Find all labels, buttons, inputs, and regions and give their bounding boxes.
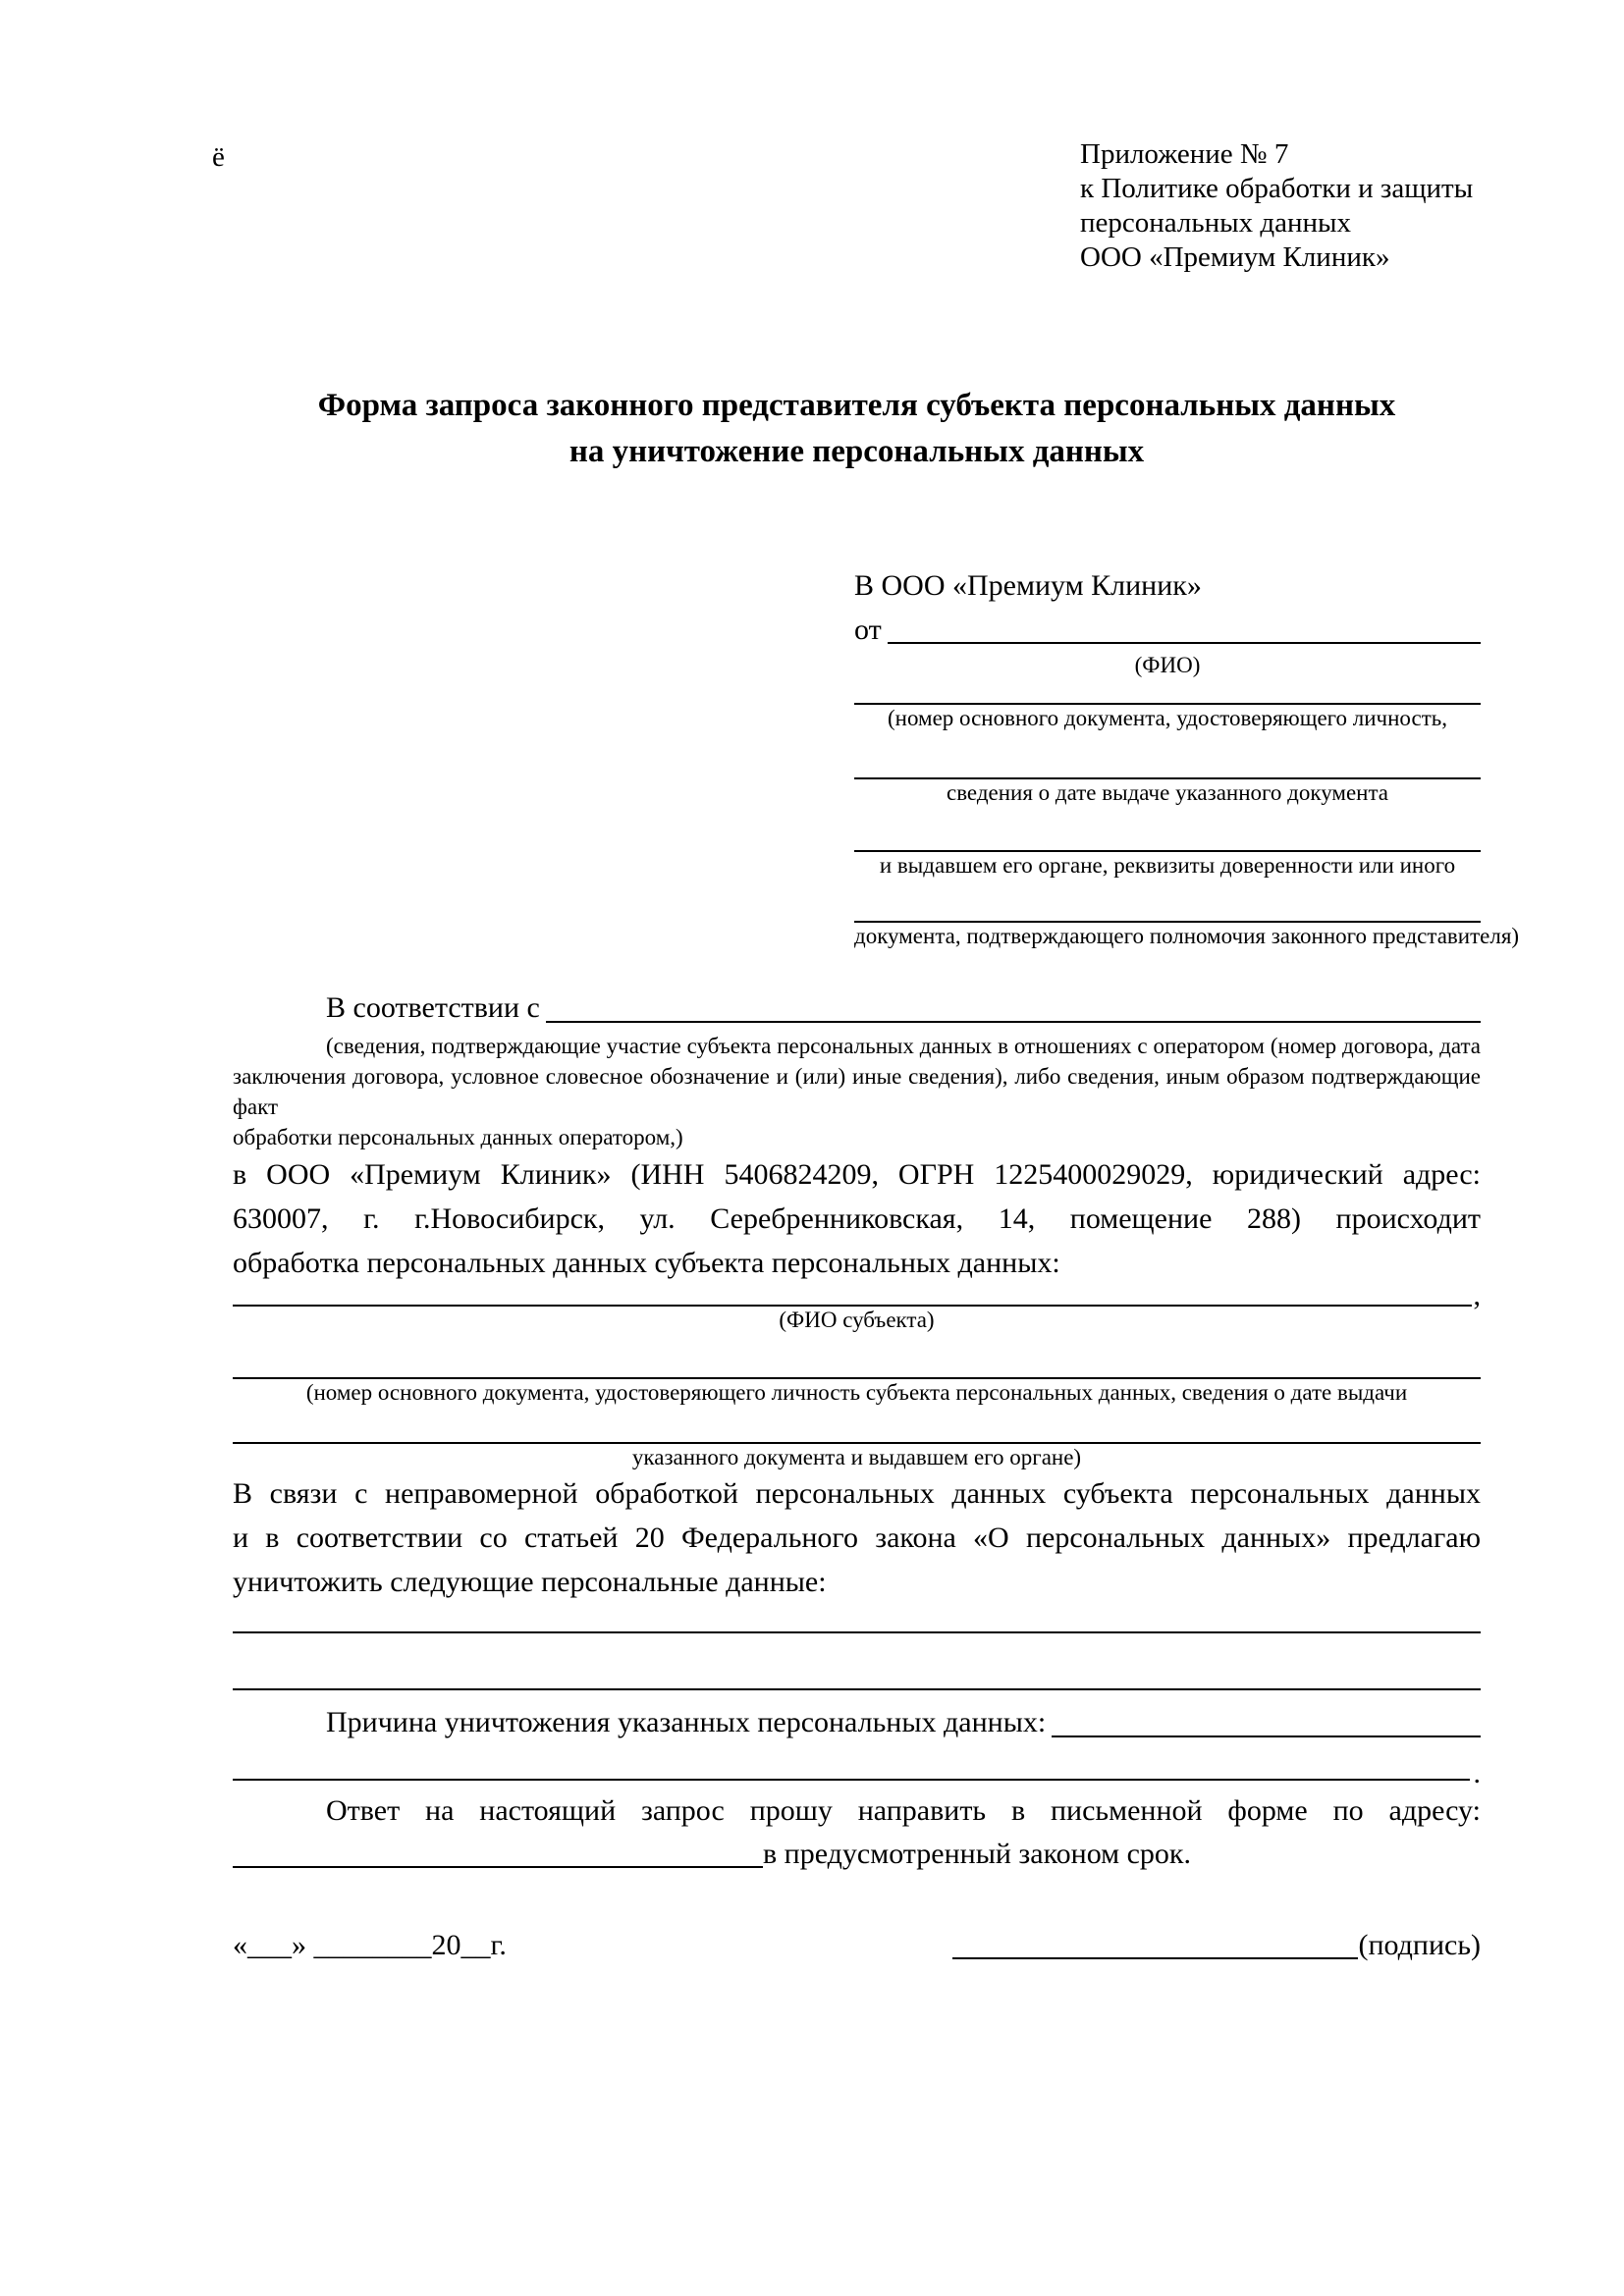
fio-caption: (ФИО) <box>1134 653 1201 677</box>
addressee-block <box>854 563 1520 950</box>
blank-field-reason[interactable] <box>1052 1700 1481 1737</box>
accordance-row <box>233 986 1481 1031</box>
signature-caption: (подпись) <box>1358 1929 1481 1961</box>
operator-paragraph <box>233 1152 1481 1285</box>
blank-field-subject-document[interactable] <box>233 1342 1481 1379</box>
reply-paragraph: Ответ на настоящий запрос прошу направить в письменной форме по адресу: <box>326 1794 1481 1827</box>
form-title-line: на уничтожение персональных данных <box>568 434 1145 469</box>
appendix-note-line: к Политике обработки и защиты <box>1080 173 1474 204</box>
accordance-note-line: заключения договора, условное словесное обозначение и (или) иные сведения), либо сведения, иным образом подтверждающие факт <box>233 1064 1481 1119</box>
subject-fio-row <box>233 1279 1481 1311</box>
blank-field-authority-document[interactable] <box>854 880 1481 923</box>
blank-caption: и выдавшем его органе, реквизиты доверенности или иного <box>879 853 1456 878</box>
stray-character: ё <box>212 141 225 173</box>
operator-paragraph-line: обработка персональных данных субъекта персональных данных: <box>233 1247 1060 1279</box>
accordance-note-line: (сведения, подтверждающие участие субъекта персональных данных в отношениях с оператором (номер договора, дата <box>326 1034 1481 1058</box>
appendix-note-line: персональных данных <box>1080 207 1352 239</box>
blank-field-reply-address[interactable] <box>233 1833 763 1868</box>
blank-caption: (номер основного документа, удостоверяющего личность, <box>887 706 1447 730</box>
accordance-note <box>233 1031 1481 1152</box>
blank-field-issuing-authority[interactable] <box>854 807 1481 852</box>
blank-field-accordance[interactable] <box>546 986 1481 1023</box>
unlawful-paragraph-line: В связи с неправомерной обработкой персональных данных субъекта персональных данных <box>233 1477 1481 1510</box>
addressee-to: В ООО «Премиум Клиник» <box>854 569 1202 602</box>
form-title <box>233 383 1481 475</box>
subject-fio-caption: (ФИО субъекта) <box>779 1308 935 1332</box>
blank-field-data-to-destroy-1[interactable] <box>233 1631 1481 1633</box>
unlawful-paragraph-line: и в соответствии со статьей 20 Федерального закона «О персональных данных» предлагаю <box>233 1522 1481 1554</box>
signature-group <box>952 1923 1481 1967</box>
unlawful-paragraph <box>233 1471 1481 1604</box>
reason-label: Причина уничтожения указанных персональных данных: <box>326 1706 1047 1738</box>
form-title-line: Форма запроса законного представителя субъекта персональных данных <box>317 388 1396 423</box>
blank-field-document-number[interactable] <box>854 679 1481 705</box>
blank-field-reason-continuation[interactable] <box>233 1779 1470 1781</box>
blank-field-signature[interactable] <box>952 1957 1358 1959</box>
subject-doc-caption: указанного документа и выдавшем его органе) <box>631 1445 1082 1469</box>
reason-continuation-row <box>233 1745 1481 1789</box>
from-row <box>854 608 1481 652</box>
appendix-note-line: Приложение № 7 <box>1080 138 1289 170</box>
operator-paragraph-line: 630007, г. г.Новосибирск, ул. Серебренниковская, 14, помещение 288) происходит <box>233 1202 1481 1235</box>
page-header <box>212 137 1481 280</box>
reason-row <box>233 1700 1481 1745</box>
unlawful-paragraph-line: уничтожить следующие персональные данные: <box>233 1566 827 1598</box>
accordance-note-line: обработки персональных данных оператором,) <box>233 1125 683 1149</box>
blank-field-issue-date[interactable] <box>854 732 1481 779</box>
operator-paragraph-line: в ООО «Премиум Клиник» (ИНН 5406824209, ОГРН 1225400029029, юридический адрес: <box>233 1158 1481 1191</box>
subject-doc-caption: (номер основного документа, удостоверяющего личность субъекта персональных данных, сведения о дате выдачи <box>305 1380 1408 1405</box>
blank-field-data-to-destroy-2[interactable] <box>233 1688 1481 1690</box>
blank-field-fio[interactable] <box>888 608 1481 644</box>
reply-tail: в предусмотренный законом срок. <box>763 1838 1191 1870</box>
date-field: «___» ________20__г. <box>233 1929 507 1961</box>
comma: , <box>1473 1279 1481 1311</box>
signature-footer <box>233 1923 1481 1967</box>
blank-caption: документа, подтверждающего полномочия законного представителя) <box>854 924 1520 948</box>
blank-caption: сведения о дате выдаче указанного документа <box>946 780 1389 805</box>
accordance-label: В соответствии с <box>326 991 540 1024</box>
period: . <box>1473 1757 1481 1789</box>
appendix-note <box>1080 137 1481 275</box>
blank-field-subject-document-issuer[interactable] <box>233 1413 1481 1444</box>
appendix-note-line: ООО «Премиум Клиник» <box>1080 241 1390 273</box>
from-label: от <box>854 614 882 646</box>
reply-address-row <box>233 1833 1481 1876</box>
